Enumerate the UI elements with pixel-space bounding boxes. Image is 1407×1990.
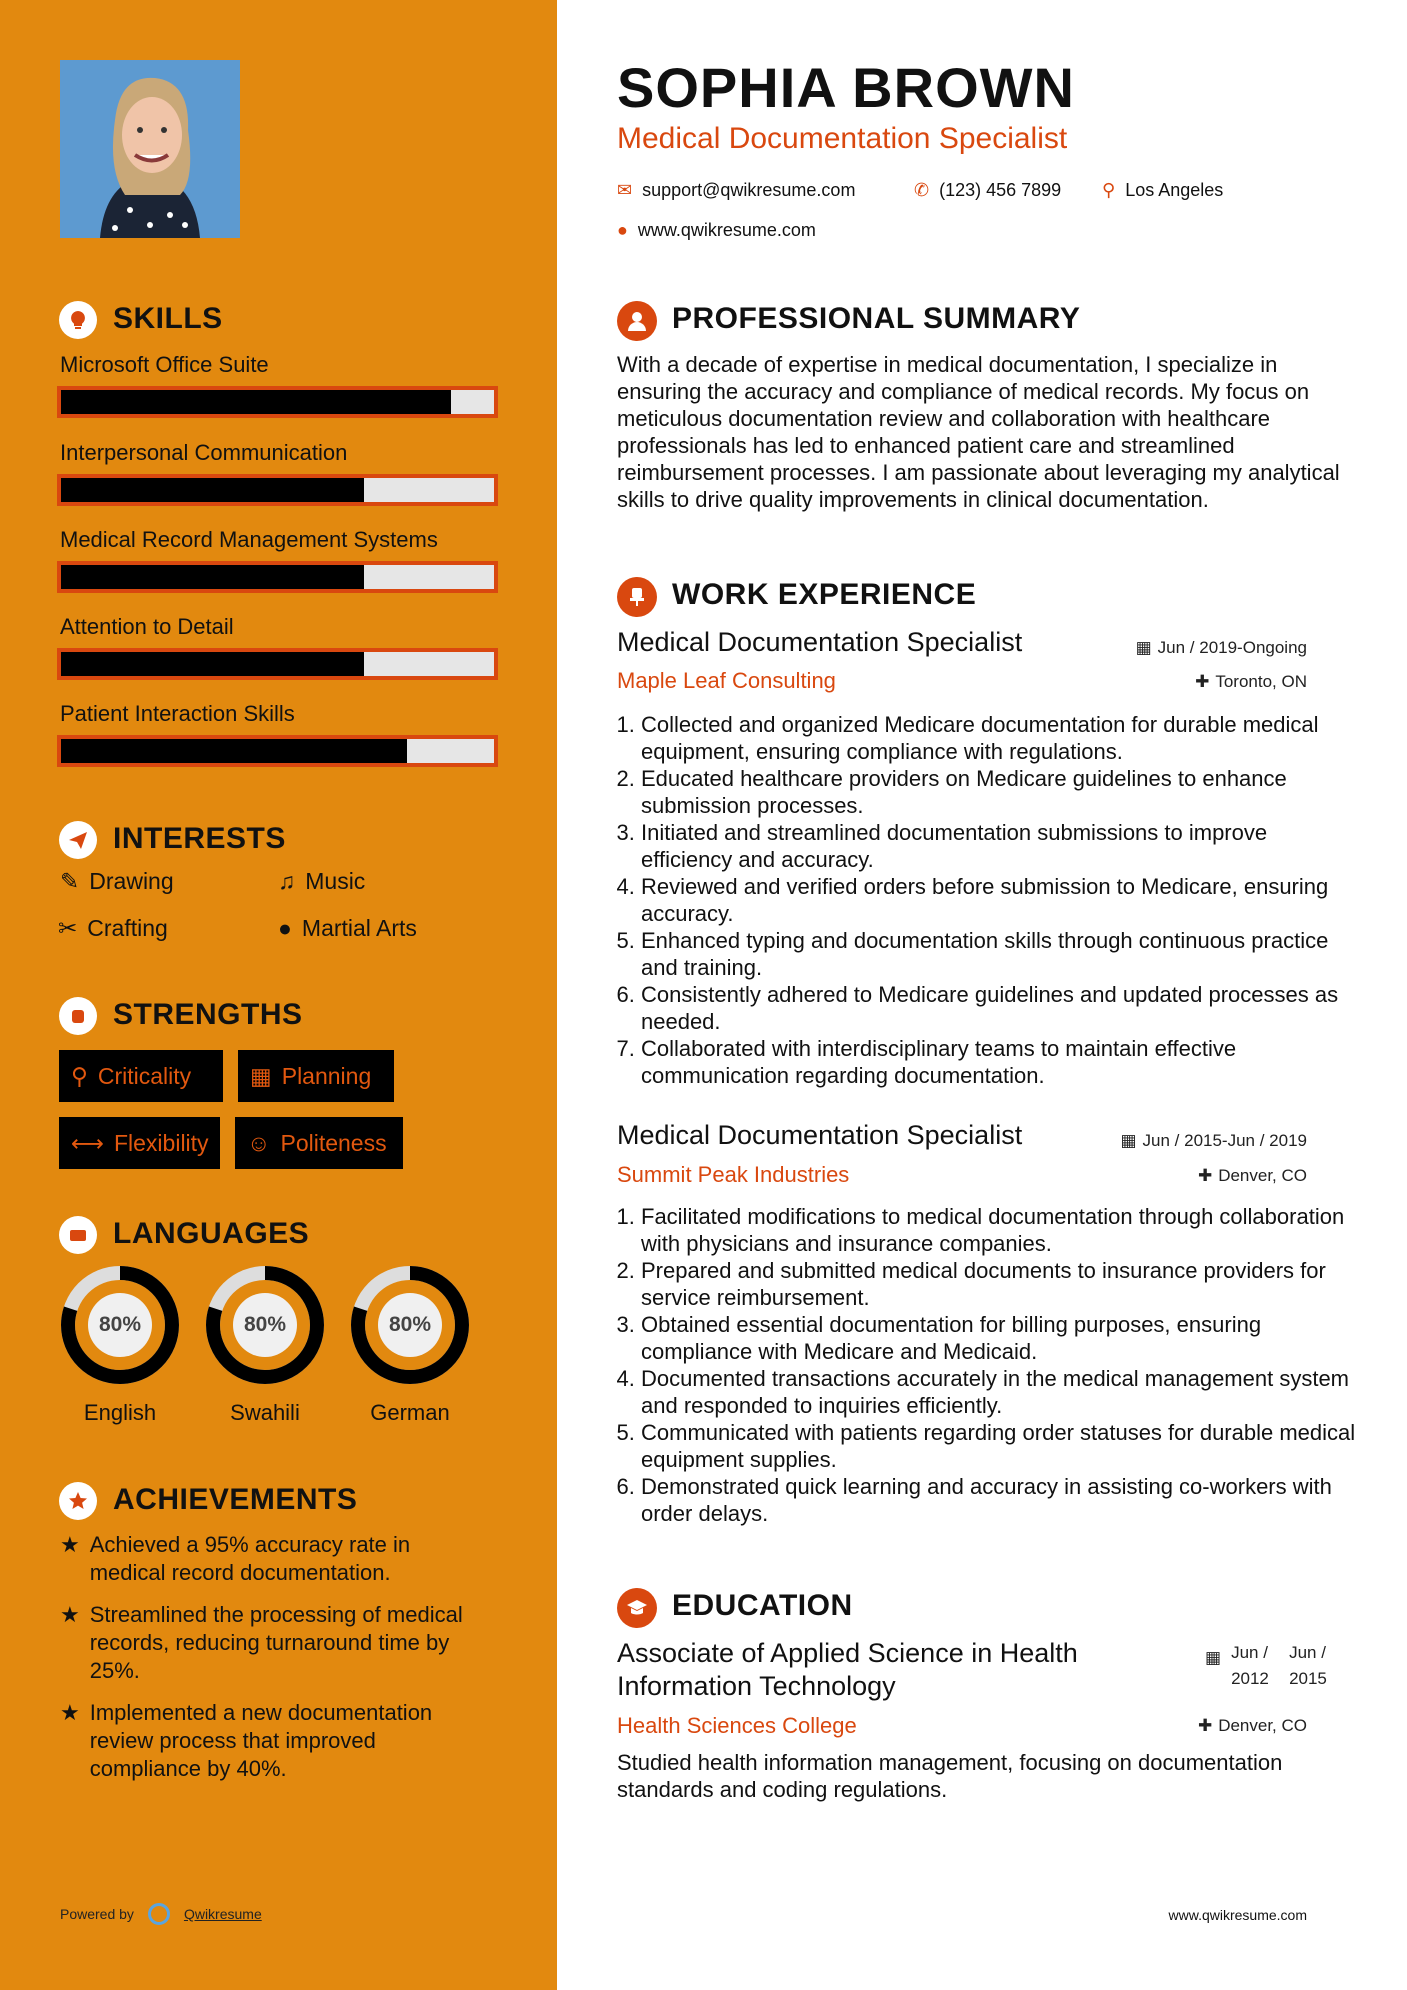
job-dates-text: Jun / 2015-Jun / 2019 (1142, 1131, 1307, 1150)
skill-bar-fill (61, 478, 364, 502)
skill-label: Patient Interaction Skills (60, 701, 295, 726)
smile-icon: ☺ (247, 1129, 271, 1156)
interest-item (278, 868, 365, 895)
language-percent: 80% (243, 1313, 287, 1336)
summary-heading: PROFESSIONAL SUMMARY (672, 302, 1081, 335)
job-duty: 1. Facilitated modifications to medical documentation through collaboration with physicians and insurance companies. (641, 1203, 1361, 1257)
job-dates-text: Jun / 2019-Ongoing (1157, 638, 1307, 657)
interest-item (278, 915, 417, 942)
strength-badge (235, 1117, 403, 1169)
strength-label: Criticality (97, 1062, 192, 1089)
pencil-icon: ✎ (60, 868, 80, 894)
job-dates (1037, 1131, 1307, 1151)
job-duty: 3. Initiated and streamlined documentation submissions to improve efficiency and accuracy. (641, 819, 1361, 873)
job-duty: 2. Prepared and submitted medical documents to insurance providers for service reimbursement. (641, 1257, 1361, 1311)
pin-icon: ✚ (1197, 1716, 1213, 1735)
skill-bar-fill (61, 565, 364, 589)
powered-by-text: Powered by (60, 1906, 134, 1922)
language-gauge (350, 1265, 470, 1385)
language-gauge (60, 1265, 180, 1385)
achievement-item (60, 1601, 500, 1685)
user-icon (617, 301, 657, 341)
skill-bar (57, 648, 498, 680)
job-duties-list (607, 1203, 1361, 1527)
qwikresume-logo-icon (148, 1903, 170, 1925)
email-text: support@qwikresume.com (642, 180, 856, 200)
star-icon: ★ (60, 1532, 80, 1557)
job-title: Medical Documentation Specialist (617, 627, 1023, 657)
job-duty: 5. Enhanced typing and documentation skills through continuous practice and training. (641, 927, 1361, 981)
job-duty: 7. Collaborated with interdisciplinary teams to maintain effective communication regarding documentation. (641, 1035, 1361, 1089)
skills-heading: SKILLS (113, 302, 223, 335)
interest-label: Crafting (87, 915, 168, 941)
job-location-text: Denver, CO (1218, 1166, 1307, 1185)
skill-label: Microsoft Office Suite (60, 352, 269, 377)
sidebar (0, 0, 557, 1990)
language-name: Swahili (230, 1400, 300, 1425)
star-icon: ★ (60, 1700, 80, 1725)
strengths-heading: STRENGTHS (113, 998, 303, 1031)
education-description: Studied health information management, focusing on documentation standards and coding regulations. (617, 1750, 1283, 1802)
job-location (1037, 672, 1307, 692)
star-icon: ★ (60, 1602, 80, 1627)
achievements-heading: ACHIEVEMENTS (113, 1483, 358, 1516)
language-percent: 80% (388, 1313, 432, 1336)
envelope-icon: ✉ (617, 180, 633, 200)
job-duty: 3. Obtained essential documentation for billing purposes, ensuring compliance with Medicare and Medicaid. (641, 1311, 1361, 1365)
job-duty: 6. Demonstrated quick learning and accuracy in assisting co-workers with order delays. (641, 1473, 1361, 1527)
achievement-item (60, 1699, 500, 1783)
calendar-icon: ▦ (1120, 1131, 1137, 1150)
graduation-icon (617, 1588, 657, 1628)
phone-text: (123) 456 7899 (939, 180, 1062, 200)
pin-icon: ✚ (1195, 672, 1210, 691)
interest-item (60, 868, 174, 895)
summary-text: With a decade of expertise in medical documentation, I specialize in ensuring the accuracy and compliance of medical records. My focus on meticulous documentation review and collaboration with healthcare professionals has led to enhanced patient care and streamlined reimbursement processes. I am passionate about leveraging my analytical skills to drive quality improvements in clinical documentation. (617, 352, 1340, 512)
interest-label: Music (305, 868, 366, 894)
education-start: Jun / 2012 (1231, 1643, 1269, 1688)
job-duty: 4. Reviewed and verified orders before submission to Medicare, ensuring accuracy. (641, 873, 1361, 927)
strength-badge (59, 1050, 223, 1102)
strength-badge (59, 1117, 220, 1169)
strength-label: Politeness (280, 1129, 387, 1156)
skill-bar (57, 561, 498, 593)
phone-contact[interactable] (914, 180, 1061, 201)
school-name: Health Sciences College (617, 1713, 857, 1738)
interest-item (58, 915, 168, 942)
website-contact[interactable] (617, 220, 816, 241)
interests-heading: INTERESTS (113, 822, 286, 855)
education-dates (1205, 1640, 1347, 1692)
job-duty: 1. Collected and organized Medicare documentation for durable medical equipment, ensuring compliance with regulations. (641, 711, 1361, 765)
powered-by (60, 1903, 262, 1925)
arrows-horizontal-icon: ⟷ (71, 1129, 104, 1156)
achievement-text: Streamlined the processing of medical records, reducing turnaround time by 25%. (89, 1602, 463, 1683)
paper-plane-icon (59, 821, 97, 859)
language-name: German (370, 1400, 450, 1425)
location-text: Los Angeles (1125, 180, 1224, 200)
skill-bar-fill (61, 739, 407, 763)
globe-icon: ● (617, 220, 628, 240)
language-icon (59, 1216, 97, 1254)
candidate-title: Medical Documentation Specialist (617, 122, 1068, 155)
skill-bar-fill (61, 390, 451, 414)
education-location-text: Denver, CO (1218, 1716, 1307, 1735)
email-contact[interactable] (617, 180, 855, 201)
fist-icon (59, 997, 97, 1035)
candidate-name: SOPHIA BROWN (617, 56, 1075, 119)
search-icon: ⚲ (71, 1062, 88, 1089)
job-title: Medical Documentation Specialist (617, 1120, 1023, 1150)
company-name: Maple Leaf Consulting (617, 668, 836, 693)
job-location (1037, 1166, 1307, 1186)
chair-icon (617, 577, 657, 617)
footer-website[interactable]: www.qwikresume.com (1168, 1907, 1307, 1923)
website-text: www.qwikresume.com (637, 220, 816, 240)
skill-label: Interpersonal Communication (60, 440, 348, 465)
map-pin-icon: ⚲ (1102, 180, 1116, 200)
job-location-text: Toronto, ON (1215, 672, 1307, 691)
education-heading: EDUCATION (672, 1589, 853, 1622)
calendar-icon: ▦ (250, 1062, 272, 1089)
strength-label: Planning (281, 1062, 372, 1089)
languages-heading: LANGUAGES (113, 1217, 310, 1250)
achievement-text: Achieved a 95% accuracy rate in medical record documentation. (89, 1532, 411, 1585)
calendar-icon: ▦ (1205, 1648, 1222, 1667)
strength-label: Flexibility (113, 1129, 209, 1156)
job-duty: 2. Educated healthcare providers on Medicare guidelines to enhance submission processes. (641, 765, 1361, 819)
degree-title: Associate of Applied Science in Health Information Technology (617, 1638, 1078, 1701)
star-badge-icon (59, 1482, 97, 1520)
language-percent: 80% (98, 1313, 142, 1336)
profile-photo (60, 60, 240, 238)
skill-bar (57, 735, 498, 767)
location-contact (1102, 180, 1223, 201)
achievement-text: Implemented a new documentation review process that improved compliance by 40%. (89, 1700, 433, 1781)
language-name: English (83, 1400, 157, 1425)
interest-label: Drawing (89, 868, 174, 894)
skill-label: Medical Record Management Systems (60, 527, 438, 552)
job-dates (1037, 638, 1307, 658)
phone-icon: ✆ (914, 180, 930, 200)
calendar-icon: ▦ (1135, 638, 1152, 657)
skill-bar (57, 386, 498, 418)
interest-label: Martial Arts (301, 915, 417, 941)
job-duty: 6. Consistently adhered to Medicare guidelines and updated processes as needed. (641, 981, 1361, 1035)
strength-badge (238, 1050, 394, 1102)
experience-heading: WORK EXPERIENCE (672, 578, 977, 611)
globe-icon: ● (278, 915, 292, 941)
skill-bar-fill (61, 652, 364, 676)
pin-icon: ✚ (1197, 1166, 1213, 1185)
job-duty: 4. Documented transactions accurately in the medical management system and responded to inquiries efficiently. (641, 1365, 1361, 1419)
achievement-item (60, 1531, 500, 1587)
language-gauge (205, 1265, 325, 1385)
job-duty: 5. Communicated with patients regarding order statuses for durable medical equipment supplies. (641, 1419, 1361, 1473)
scissors-icon: ✂ (58, 915, 78, 941)
qwikresume-link[interactable]: Qwikresume (183, 1906, 262, 1922)
skill-bar (57, 474, 498, 506)
main-content (557, 0, 1407, 1990)
lightbulb-icon (59, 301, 97, 339)
music-icon: ♫ (278, 868, 296, 894)
job-duties-list (607, 711, 1361, 1089)
education-location (1037, 1716, 1307, 1736)
skill-label: Attention to Detail (60, 614, 234, 639)
education-end: Jun / 2015 (1289, 1643, 1327, 1688)
company-name: Summit Peak Industries (617, 1162, 850, 1187)
